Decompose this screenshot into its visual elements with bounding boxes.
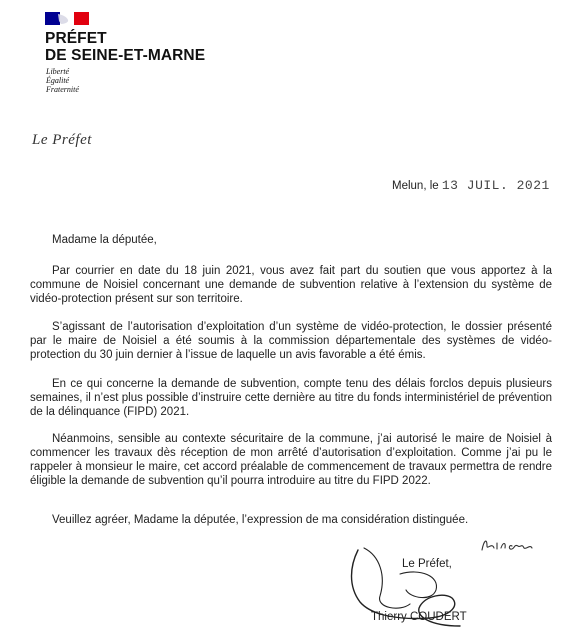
salutation: Madame la députée, (52, 234, 157, 246)
prefecture-line-1: PRÉFET (45, 30, 107, 47)
motto-fraternite: Fraternité (46, 85, 79, 94)
paragraph-3: En ce qui concerne la demande de subvention, compte tenu des délais forclos depuis plusieurs semaines, il n’est plus possible d’instruire cette dernière au titre du fonds interministériel de prévention de la délinquance (FIPD) 2021. (30, 378, 552, 418)
signatory-title: Le Préfet, (402, 558, 452, 570)
dateline-place: Melun, le (392, 180, 439, 192)
republic-motto (46, 67, 79, 94)
sender-label: Le Préfet (32, 132, 92, 148)
prefecture-name (45, 30, 205, 64)
marianne-flag-logo (45, 12, 89, 25)
paragraph-1: Par courrier en date du 18 juin 2021, vous avez fait part du soutien que vous apportez à la commune de Noisiel concernant une demande de subvention relative à l’extension du système de vidéo-protection présent sur son territoire. (30, 265, 552, 305)
date-stamp: 13 JUIL. 2021 (441, 178, 550, 193)
paragraph-2: S’agissant de l’autorisation d’exploitation d’un système de vidéo-protection, le dossier présenté par le maire de Noisiel a été soumis à la commission départementale des systèmes de vidéo-protection du 30 juin dernier à l’issue de laquelle un avis favorable a été émis. (30, 321, 552, 361)
paragraph-4: Néanmoins, sensible au contexte sécuritaire de la commune, j’ai autorisé le maire de Noisiel à commencer les travaux dès réception de mon arrêté d’autorisation d’exploitation. Comme j’ai pu le rappeler à monsieur le maire, cet accord préalable de commencement de travaux permettra de rendre éligible la demande de subvention qu’il pourra introduire au titre du FIPD 2022. (30, 433, 552, 487)
motto-liberte: Liberté (46, 67, 70, 76)
motto-egalite: Égalité (46, 76, 70, 85)
prefecture-line-2: DE SEINE-ET-MARNE (45, 47, 206, 64)
dateline (392, 178, 550, 193)
signatory-name: Thierry COUDERT (371, 611, 467, 623)
closing-formula: Veuillez agréer, Madame la députée, l’expression de ma considération distinguée. (52, 514, 469, 526)
